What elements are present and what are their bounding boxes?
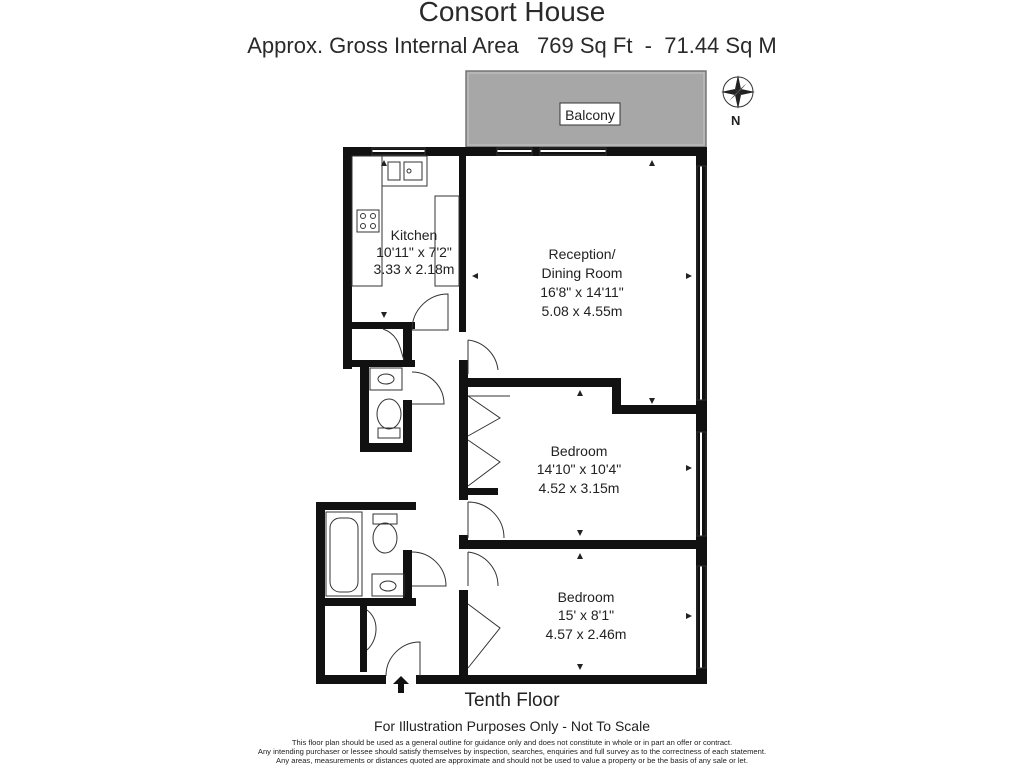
area-label: Approx. Gross Internal Area xyxy=(247,33,519,58)
bedroom2-imperial: 15' x 8'1" xyxy=(557,607,615,623)
kitchen-imperial: 10'11" x 7'2" xyxy=(376,244,452,260)
bedroom2-metric: 4.57 x 2.46m xyxy=(545,626,627,642)
reception-metric: 5.08 x 4.55m xyxy=(541,303,623,319)
hob-icon xyxy=(357,210,379,232)
reception-imperial: 16'8" x 14'11" xyxy=(540,284,624,300)
illustration-note: For Illustration Purposes Only - Not To Scale xyxy=(374,718,650,734)
kitchen-label xyxy=(374,227,455,277)
bedroom1-name: Bedroom xyxy=(550,443,608,459)
reception-name-line1: Reception/ xyxy=(548,246,616,262)
bedroom2-name: Bedroom xyxy=(557,589,615,605)
kitchen-name: Kitchen xyxy=(390,227,438,243)
toilet-icon xyxy=(373,523,397,553)
kitchen-metric: 3.33 x 2.18m xyxy=(373,261,455,277)
bedroom1-label xyxy=(537,443,622,496)
plan-title: Consort House xyxy=(418,0,606,27)
reception-label xyxy=(540,246,624,319)
bedroom1-metric: 4.52 x 3.15m xyxy=(538,480,620,496)
reception-name-line2: Dining Room xyxy=(541,265,623,281)
toilet-icon xyxy=(377,399,401,429)
area-separator: - xyxy=(644,33,652,58)
bathroom-fixtures xyxy=(326,512,446,596)
sink-icon xyxy=(388,162,400,180)
compass-north-label: N xyxy=(731,113,741,128)
bedroom1-imperial: 14'10" x 10'4" xyxy=(536,461,622,477)
balcony xyxy=(466,71,706,147)
disclaimer-line-3: Any areas, measurements or distances quoted are approximate and should not be used to value a property or be the basis of any sale or let. xyxy=(276,756,748,765)
bath-icon xyxy=(326,512,362,596)
basin-icon xyxy=(370,368,402,390)
area-sqft: 769 Sq Ft xyxy=(537,33,633,58)
disclaimer-line-1: This floor plan should be used as a general outline for guidance only and does not constitute in whole or in part an offer or contract. xyxy=(291,738,733,747)
bedroom2-label xyxy=(546,589,627,642)
compass-icon xyxy=(721,75,755,109)
basin-icon xyxy=(372,574,404,596)
balcony-label: Balcony xyxy=(565,107,615,123)
area-sqm: 71.44 Sq M xyxy=(664,33,777,58)
disclaimer-line-2: Any intending purchaser or lessee should satisfy themselves by inspection, searches, enquiries and full survey as to the correctness of each statement. xyxy=(257,747,767,756)
floor-name: Tenth Floor xyxy=(464,690,560,711)
